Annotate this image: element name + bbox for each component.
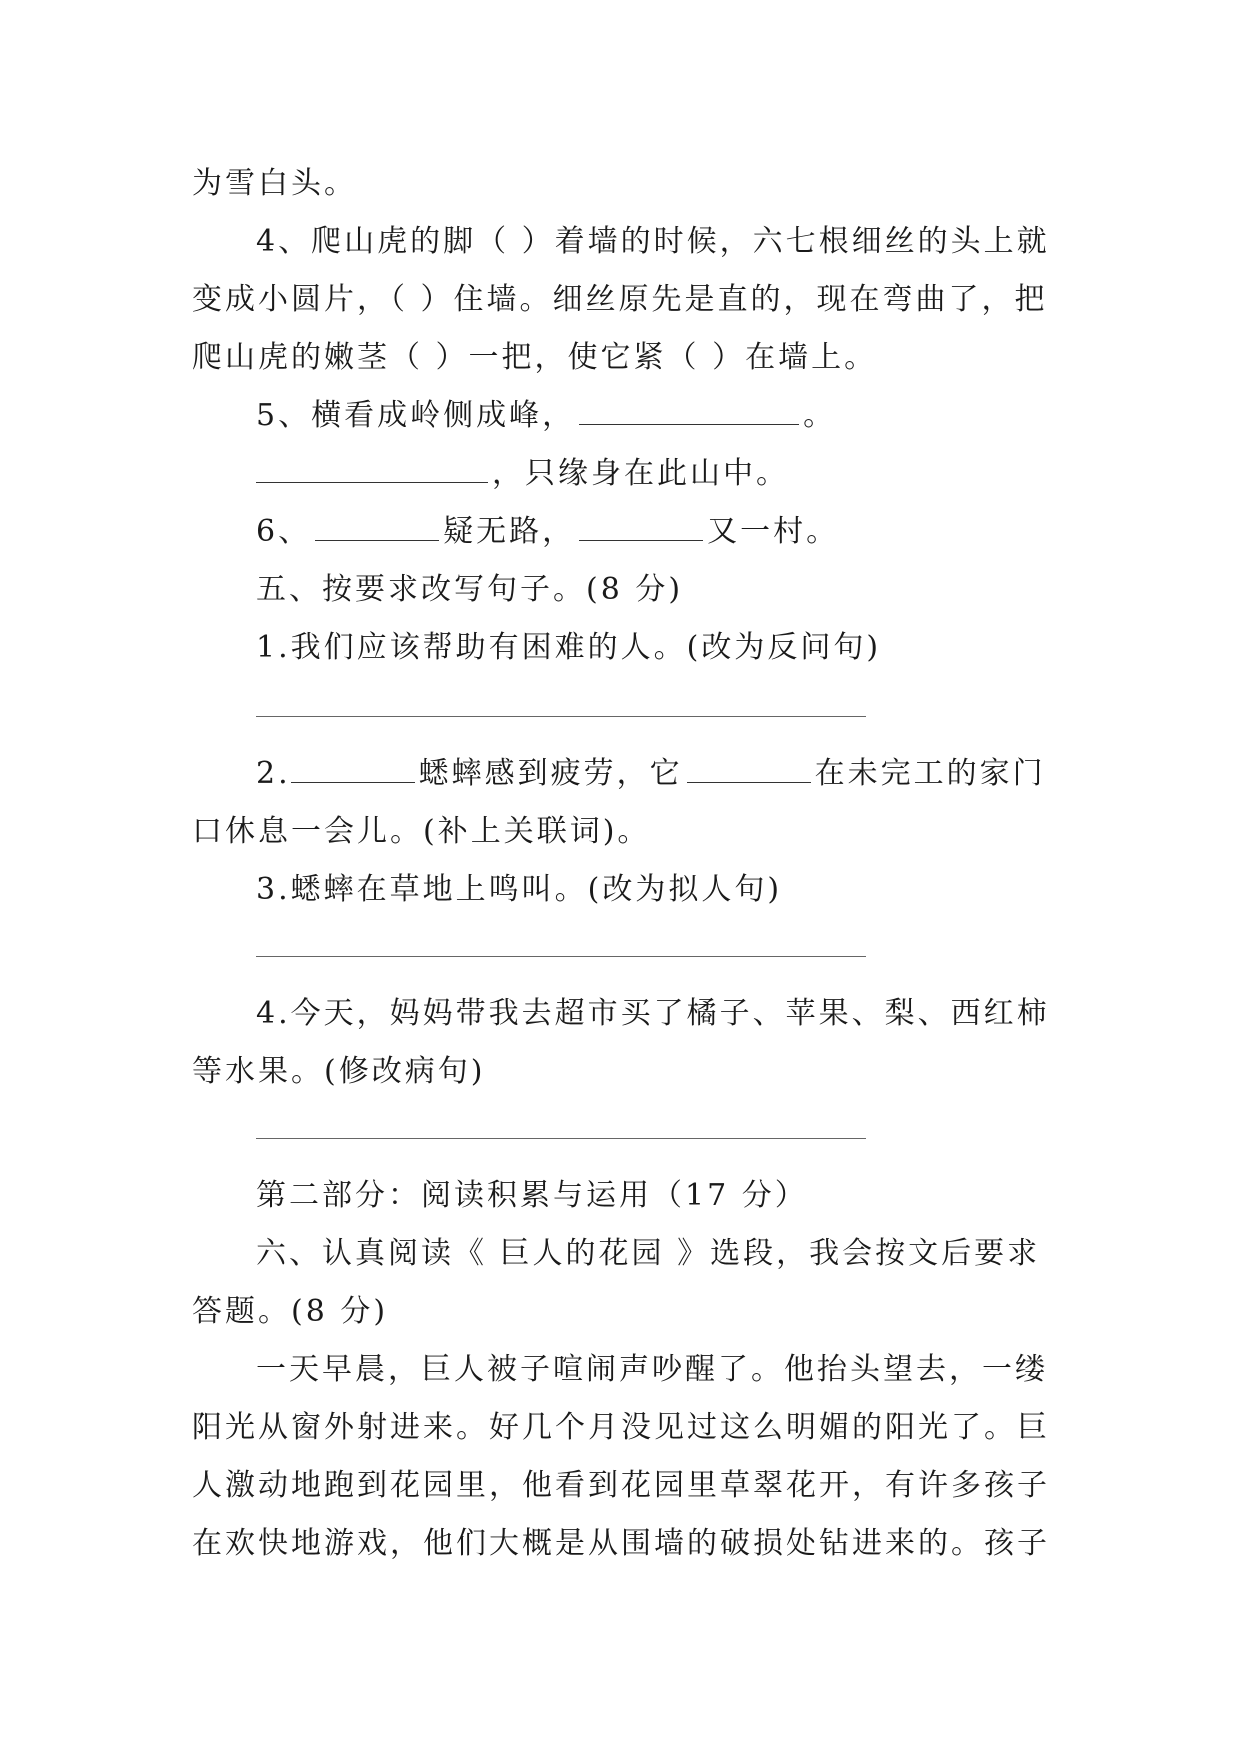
passage-line: 在欢快地游戏，他们大概是从围墙的破损处钻进来的。孩子	[192, 1526, 1050, 1561]
answer-blank[interactable]	[291, 756, 415, 783]
answer-blank[interactable]	[256, 456, 488, 483]
question-6-number: 6、	[256, 514, 312, 549]
rewrite-question-2-line-2: 口休息一会儿。(补上关联词)。	[192, 814, 651, 849]
answer-blank[interactable]	[315, 514, 439, 541]
answer-line[interactable]	[256, 1138, 866, 1139]
passage-line: 人激动地跑到花园里，他看到花园里草翠花开，有许多孩子	[192, 1468, 1050, 1503]
passage-line: 阳光从窗外射进来。好几个月没见过这么明媚的阳光了。巨	[192, 1410, 1050, 1445]
question-5-end: 。	[803, 398, 837, 433]
section-6-heading-line-2: 答题。(8 分)	[192, 1294, 389, 1329]
answer-blank[interactable]	[687, 756, 811, 783]
passage-line: 一天早晨，巨人被子喧闹声吵醒了。他抬头望去，一缕	[256, 1352, 1048, 1387]
question-6-text: 疑无路，	[443, 514, 576, 549]
rewrite-question-3: 3.蟋蟀在草地上鸣叫。(改为拟人句)	[256, 872, 783, 907]
question-5-text-2: ，只缘身在此山中。	[492, 456, 789, 491]
question-5-text: 5、横看成岭侧成峰，	[256, 398, 576, 433]
question-5-line-1	[256, 396, 836, 436]
question-4-line-1: 4、爬山虎的脚（ ）着墙的时候，六七根细丝的头上就	[256, 224, 1050, 259]
section-6-heading-line-1: 六、认真阅读《 巨人的花园 》选段，我会按文后要求	[256, 1236, 1041, 1271]
answer-blank[interactable]	[579, 514, 703, 541]
question-5-line-2	[256, 454, 789, 494]
question-text: 蟋蟀感到疲劳，它	[418, 756, 683, 791]
answer-line[interactable]	[256, 956, 866, 957]
text-line: 为雪白头。	[192, 166, 357, 201]
question-4-line-3: 爬山虎的嫩茎（ ）一把，使它紧（ ）在墙上。	[192, 340, 878, 375]
rewrite-question-4-line-1: 4.今天，妈妈带我去超市买了橘子、苹果、梨、西红柿	[256, 996, 1050, 1031]
question-number: 2.	[256, 756, 291, 791]
rewrite-question-4-line-2: 等水果。(修改病句)	[192, 1054, 486, 1089]
question-4-line-2: 变成小圆片，（ ）住墙。细丝原先是直的，现在弯曲了，把	[192, 282, 1048, 317]
rewrite-question-1: 1.我们应该帮助有困难的人。(改为反问句)	[256, 630, 882, 665]
question-text-2: 在未完工的家门	[814, 756, 1046, 791]
question-6-line	[256, 512, 839, 552]
question-6-text-2: 又一村。	[707, 514, 840, 549]
section-5-heading: 五、按要求改写句子。(8 分)	[256, 572, 684, 607]
answer-blank[interactable]	[579, 398, 799, 425]
answer-line[interactable]	[256, 716, 866, 717]
part-2-heading: 第二部分：阅读积累与运用（17 分）	[256, 1178, 808, 1213]
rewrite-question-2-line-1	[256, 754, 1046, 794]
